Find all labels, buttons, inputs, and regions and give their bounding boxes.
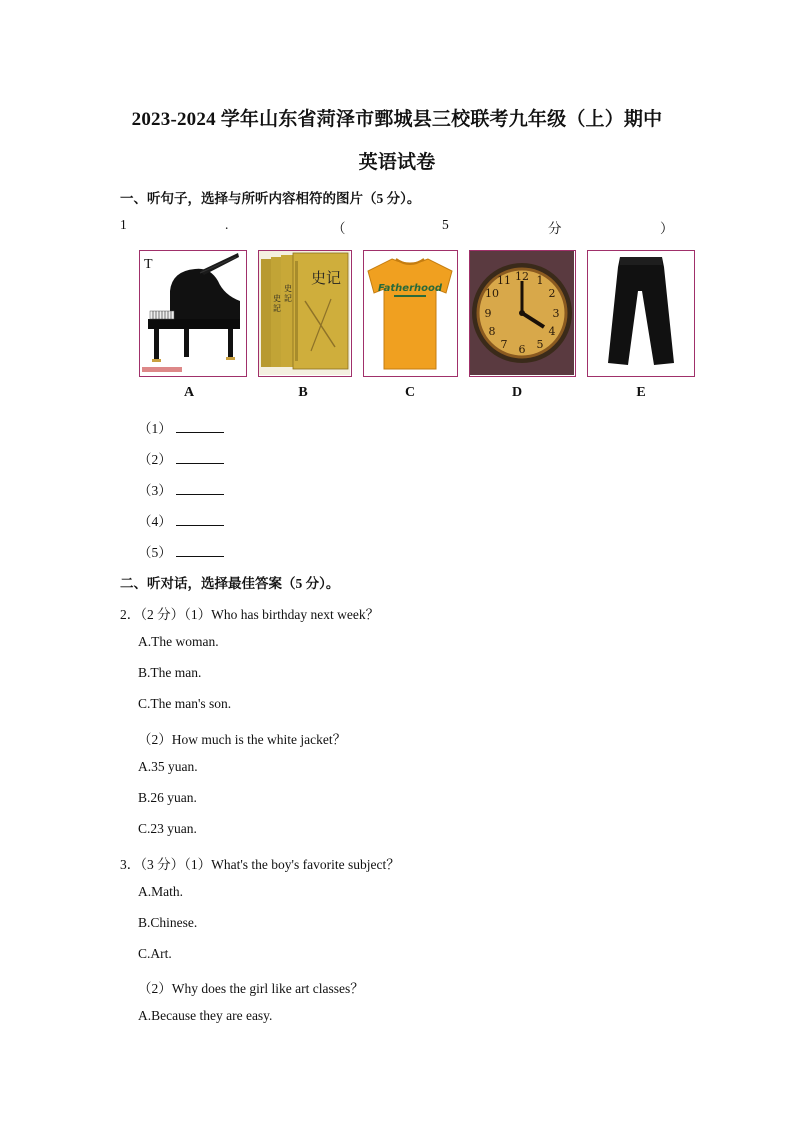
q3-option-b[interactable]: B.Chinese. (138, 915, 198, 930)
q2-2-option-c[interactable]: C.23 yuan. (138, 821, 197, 836)
section2-heading: 二、听对话，选择最佳答案（5 分）。 (120, 576, 340, 591)
answer-blank-2 (138, 448, 224, 468)
svg-text:7: 7 (500, 338, 508, 351)
q2-option-c[interactable]: C.The man's son. (138, 696, 232, 711)
blank-line[interactable] (176, 544, 224, 557)
books-image (259, 251, 350, 375)
svg-text:9: 9 (484, 307, 492, 320)
svg-text:11: 11 (497, 274, 511, 287)
svg-text:史: 史 (273, 294, 281, 303)
picture-d-clock (469, 250, 576, 377)
svg-text:12: 12 (515, 270, 529, 283)
q2-2-option-a[interactable]: A.35 yuan. (138, 759, 198, 774)
score-unit: 分 (548, 221, 562, 236)
q2-2-option-b[interactable]: B.26 yuan. (138, 790, 197, 805)
blank-label: （2） (138, 452, 172, 467)
svg-text:4: 4 (548, 325, 556, 338)
picture-label-b: B (298, 385, 308, 400)
tshirt-image (364, 251, 456, 375)
score-close-paren: ） (660, 221, 674, 236)
picture-c-tshirt (363, 250, 458, 377)
blank-line[interactable] (176, 513, 224, 526)
answer-blank-5 (138, 541, 224, 561)
clock-image (470, 251, 574, 375)
tshirt-text: Fatherhood (377, 283, 443, 294)
svg-text:6: 6 (518, 343, 526, 356)
q2-option-a[interactable]: A.The woman. (138, 634, 219, 649)
blank-label: （1） (138, 421, 172, 436)
answer-blank-4 (138, 510, 224, 530)
svg-text:1: 1 (536, 274, 544, 287)
blank-line[interactable] (176, 420, 224, 433)
picture-a-piano (139, 250, 247, 377)
q2-subquestion-2: （2）How much is the white jacket？ (138, 732, 347, 747)
q2-option-b[interactable]: B.The man. (138, 665, 202, 680)
document-title: 2023-2024 学年山东省菏泽市鄄城县三校联考九年级（上）期中 (131, 109, 663, 130)
picture-e-trousers (587, 250, 695, 377)
answer-blank-3 (138, 479, 224, 499)
question-3-header: 3．（3 分）（1）What's the boy's favorite subject？ (120, 857, 400, 872)
piano-image (140, 251, 245, 375)
svg-text:10: 10 (485, 287, 499, 300)
trousers-image (588, 251, 693, 375)
picture-a-tag: T (144, 257, 153, 272)
svg-text:史: 史 (284, 284, 292, 293)
blank-label: （4） (138, 514, 172, 529)
q3-option-a[interactable]: A.Math. (138, 884, 183, 899)
blank-line[interactable] (176, 482, 224, 495)
document-subtitle: 英语试卷 (358, 152, 436, 173)
score-value: 5 (442, 217, 449, 232)
blank-label: （5） (138, 545, 172, 560)
book-title-text: 史记 (311, 269, 342, 287)
question-2-header: 2．（2 分）（1）Who has birthday next week？ (120, 607, 380, 622)
svg-text:2: 2 (548, 287, 556, 300)
q3-2-option-a[interactable]: A.Because they are easy. (138, 1008, 273, 1023)
picture-b-books (258, 250, 352, 377)
q3-option-c[interactable]: C.Art. (138, 946, 172, 961)
section1-heading: 一、听句子，选择与所听内容相符的图片（5 分）。 (120, 191, 421, 206)
question-dot: . (225, 217, 229, 232)
blank-label: （3） (138, 483, 172, 498)
svg-text:8: 8 (488, 325, 496, 338)
picture-label-a: A (183, 385, 195, 400)
picture-label-d: D (511, 385, 523, 400)
svg-text:5: 5 (536, 338, 544, 351)
q3-subquestion-2: （2）Why does the girl like art classes？ (138, 981, 364, 996)
picture-label-c: C (404, 385, 416, 400)
svg-text:3: 3 (552, 307, 560, 320)
answer-blank-1 (138, 417, 224, 437)
picture-label-e: E (636, 385, 646, 400)
blank-line[interactable] (176, 451, 224, 464)
score-open-paren: （ (332, 221, 346, 236)
svg-text:記: 記 (284, 294, 292, 303)
svg-text:記: 記 (273, 304, 281, 313)
question-number: 1 (120, 217, 127, 232)
